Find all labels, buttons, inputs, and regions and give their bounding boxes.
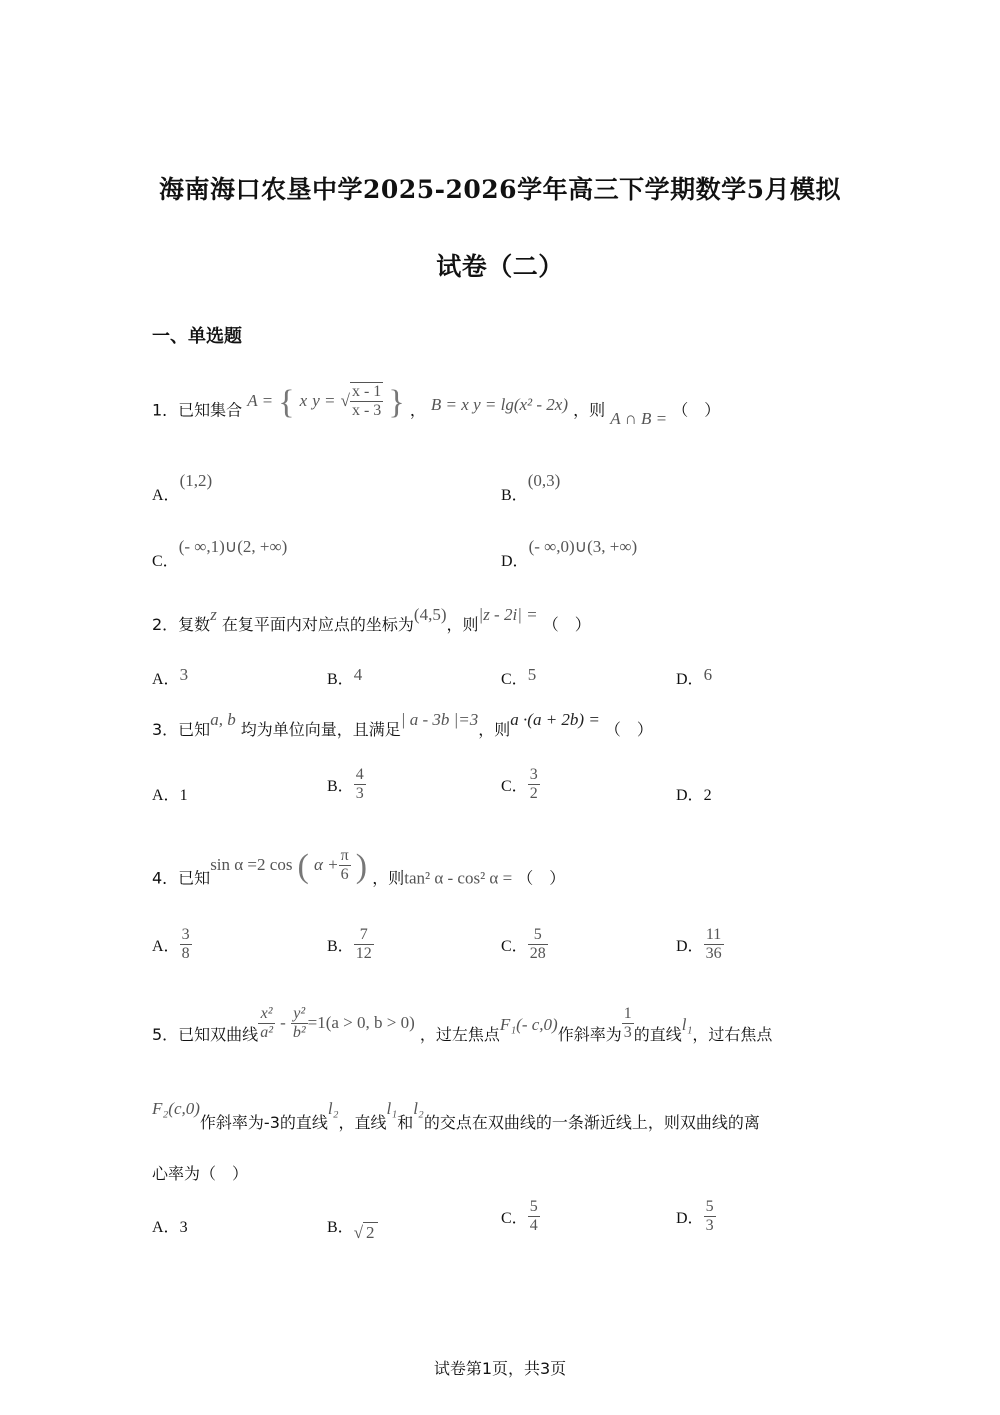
q4-paren-open: (: [297, 848, 309, 885]
q1-option-b-value: (0,3): [527, 471, 561, 490]
q5-text2: 作斜率为: [557, 1025, 622, 1044]
q2-option-a-value: 3: [179, 665, 189, 684]
q1-sqrt-sign: √: [340, 390, 350, 410]
q4-option-a[interactable]: [152, 926, 192, 963]
q5-x-num: x²: [258, 1005, 275, 1024]
q1-comma: ，: [409, 400, 426, 420]
q3-option-d-value: 2: [703, 787, 712, 804]
q5-option-a-label: A．: [152, 1219, 180, 1236]
q5-option-c-label: C．: [501, 1210, 528, 1227]
q1-option-c[interactable]: [152, 537, 288, 571]
q5-slope-num: 1: [623, 1005, 632, 1022]
q4-option-a-label: A．: [152, 938, 180, 955]
q4-number: 4．已知: [152, 868, 211, 888]
q1-option-a[interactable]: [152, 471, 213, 505]
q2-option-c[interactable]: [501, 666, 536, 689]
q4-d-num: 11: [704, 926, 724, 945]
question-5-line2: [152, 1099, 760, 1133]
q1-option-c-label: C．: [152, 553, 179, 570]
q5-text4: ，过右焦点: [692, 1025, 773, 1044]
q4-frac-den: 6: [340, 865, 349, 883]
q2-option-c-value: 5: [527, 665, 537, 684]
question-5-line3: 心率为（ ）: [152, 1164, 249, 1183]
q4-paren: （ ）: [517, 868, 566, 888]
q1-brace-open: {: [278, 384, 295, 421]
q2-option-d[interactable]: [676, 666, 712, 689]
q2-paren: （ ）: [542, 615, 591, 634]
q3-number: 3．已知: [152, 720, 211, 739]
q4-b-den: 12: [355, 945, 372, 962]
q4-option-c-label: C．: [501, 938, 528, 955]
q5-c-den: 4: [529, 1217, 538, 1234]
q1-option-d-label: D．: [501, 553, 529, 570]
q3-option-a[interactable]: [152, 782, 188, 805]
q5-option-d-fraction: [704, 1198, 716, 1235]
q3-option-b-fraction: [354, 766, 366, 803]
q5-text7: 和: [397, 1113, 414, 1132]
q4-a-den: 8: [181, 945, 190, 962]
q4-a-num: 3: [181, 926, 190, 943]
q4-c-den: 28: [529, 945, 546, 962]
q1-option-b[interactable]: [501, 471, 561, 505]
q4-option-d-label: D．: [676, 938, 704, 955]
q1-expr: A ∩ B =: [610, 408, 668, 428]
q2-text: 在复平面内对应点的坐标为: [221, 615, 414, 634]
q5-b-sqrt-sign: √: [353, 1223, 364, 1242]
q5-option-b-label: B．: [327, 1219, 354, 1236]
q5-slope-den: 3: [623, 1024, 632, 1041]
q2-then: ，则: [446, 615, 479, 634]
q1-brace-close: }: [388, 384, 405, 421]
q1-then: ，则: [573, 400, 606, 420]
question-2: [152, 605, 591, 635]
q2-option-a-label: A．: [152, 671, 180, 688]
q2-option-d-label: D．: [676, 671, 704, 688]
q3-option-a-value: 1: [179, 787, 188, 804]
q2-option-a[interactable]: [152, 666, 188, 689]
q4-paren-close: ): [355, 848, 368, 885]
q1-setB: B = x y = lg(x² - 2x): [430, 394, 568, 414]
q1-frac-den: x - 3: [351, 402, 382, 419]
q3-paren: （ ）: [604, 720, 653, 739]
q5-option-c-fraction: [528, 1198, 540, 1235]
q1-option-a-value: (1,2): [179, 471, 213, 490]
question-5: [152, 1005, 773, 1054]
q2-option-c-label: C．: [501, 671, 528, 688]
q4-expr-left: sin α =2 cos: [210, 854, 293, 874]
question-1: [152, 383, 721, 430]
q5-d-num: 5: [705, 1198, 714, 1215]
q3-then: ，则: [478, 720, 511, 739]
page-title-line1: 海南海口农垦中学2025-2026学年高三下学期数学5月模拟: [159, 175, 841, 204]
q3-option-d-label: D．: [676, 787, 704, 804]
q3-b-num: 4: [355, 766, 364, 783]
q4-d-den: 36: [705, 945, 722, 962]
q3-expr: a ·(a + 2b) =: [510, 710, 600, 729]
q5-x-fraction: [258, 1005, 275, 1042]
q4-option-c-fraction: [528, 926, 548, 963]
q4-b-num: 7: [354, 926, 374, 945]
q3-option-b[interactable]: [327, 766, 366, 803]
q5-c-num: 5: [529, 1198, 538, 1215]
page-title-line2: 试卷（二）: [436, 252, 564, 281]
q2-option-b-label: B．: [327, 671, 354, 688]
q4-option-c[interactable]: [501, 926, 548, 963]
q2-option-b[interactable]: [327, 666, 362, 689]
q3-option-c-fraction: [528, 766, 540, 803]
q5-slope-fraction: [622, 1005, 634, 1042]
q3-option-c-label: C．: [501, 778, 528, 795]
q3-c-den: 2: [529, 785, 538, 802]
q3-vars: a, b: [210, 710, 236, 729]
q1-setA-fraction: [350, 382, 383, 420]
q1-setA-label: A =: [247, 390, 274, 410]
q5-l1: l₁: [681, 1015, 693, 1034]
q5-text6: ，直线: [338, 1113, 387, 1132]
q5-y-num: y²: [291, 1005, 308, 1024]
q5-x-den: a²: [260, 1024, 273, 1041]
q5-l2: l₂: [327, 1099, 339, 1118]
q4-option-d[interactable]: [676, 926, 724, 963]
q5-text5: 作斜率为-3的直线: [199, 1113, 328, 1132]
q4-option-b-fraction: [354, 926, 374, 963]
q5-f2: F₂(c,0): [152, 1099, 200, 1118]
q5-eq: =1(a > 0, b > 0): [307, 1013, 415, 1032]
q3-b-den: 3: [355, 785, 364, 802]
q5-minus: -: [280, 1013, 286, 1032]
q3-text: 均为单位向量，且满足: [240, 720, 401, 739]
q3-option-c[interactable]: [501, 766, 540, 803]
q5-f1: F₁(- c,0): [499, 1015, 558, 1034]
q4-expr-alpha: α +: [313, 854, 339, 874]
q5-option-d-label: D．: [676, 1210, 704, 1227]
q5-text8: 的交点在双曲线的一条渐近线上，则双曲线的离: [423, 1113, 760, 1132]
q3-option-a-label: A．: [152, 787, 180, 804]
q4-frac-num: π: [340, 846, 349, 864]
q5-d-den: 3: [705, 1217, 714, 1234]
q5-option-b[interactable]: [327, 1214, 378, 1242]
q3-cond: | a - 3b |=3: [400, 710, 479, 729]
q5-option-a[interactable]: [152, 1214, 188, 1237]
q5-l1b: l₁: [386, 1099, 398, 1118]
q1-number: 1．已知集合: [152, 400, 243, 420]
section-heading: 一、单选题: [152, 326, 242, 347]
q1-option-d[interactable]: [501, 537, 638, 571]
page-footer: 试卷第1页，共3页: [433, 1359, 567, 1378]
q5-number: 5．已知双曲线: [152, 1025, 259, 1044]
q1-frac-num: x - 1: [351, 383, 382, 400]
q4-c-num: 5: [528, 926, 548, 945]
q5-option-c[interactable]: [501, 1198, 540, 1235]
q3-option-b-label: B．: [327, 778, 354, 795]
q5-option-d[interactable]: [676, 1198, 716, 1235]
q2-option-b-value: 4: [353, 665, 363, 684]
q2-number: 2．复数: [152, 615, 211, 634]
q1-option-b-label: B．: [501, 487, 528, 504]
q4-option-b[interactable]: [327, 926, 374, 963]
q4-option-b-label: B．: [327, 938, 354, 955]
q5-y-fraction: [291, 1005, 308, 1042]
q4-fraction: [339, 847, 351, 884]
q5-text3: 的直线: [633, 1025, 682, 1044]
q2-var: z: [210, 605, 217, 624]
q4-option-a-fraction: [180, 926, 192, 963]
question-3: [152, 710, 653, 740]
q5-text1: ，过左焦点: [419, 1025, 500, 1044]
q2-option-d-value: 6: [703, 665, 713, 684]
q4-then: ，则: [372, 868, 405, 888]
q4-expr: tan² α - cos² α =: [404, 868, 513, 888]
q5-option-a-value: 3: [179, 1219, 188, 1236]
q4-option-d-fraction: [704, 926, 724, 963]
q5-l2b: l₂: [413, 1099, 424, 1118]
q1-setA-var: x: [299, 390, 308, 410]
q5-y-den: b²: [292, 1024, 306, 1041]
q1-paren: （ ）: [672, 400, 721, 420]
q5-option-b-value: 2: [363, 1222, 378, 1243]
q3-option-d[interactable]: [676, 782, 712, 805]
q2-coord: (4,5): [413, 605, 447, 624]
q1-setA-y: y =: [312, 390, 336, 410]
q2-expr: |z - 2i| =: [478, 605, 538, 624]
q1-option-a-label: A．: [152, 487, 180, 504]
q1-option-c-value: (- ∞,1)∪(2, +∞): [178, 537, 288, 556]
q3-c-num: 3: [529, 766, 538, 783]
question-4: [152, 846, 566, 898]
q1-option-d-value: (- ∞,0)∪(3, +∞): [528, 537, 638, 556]
